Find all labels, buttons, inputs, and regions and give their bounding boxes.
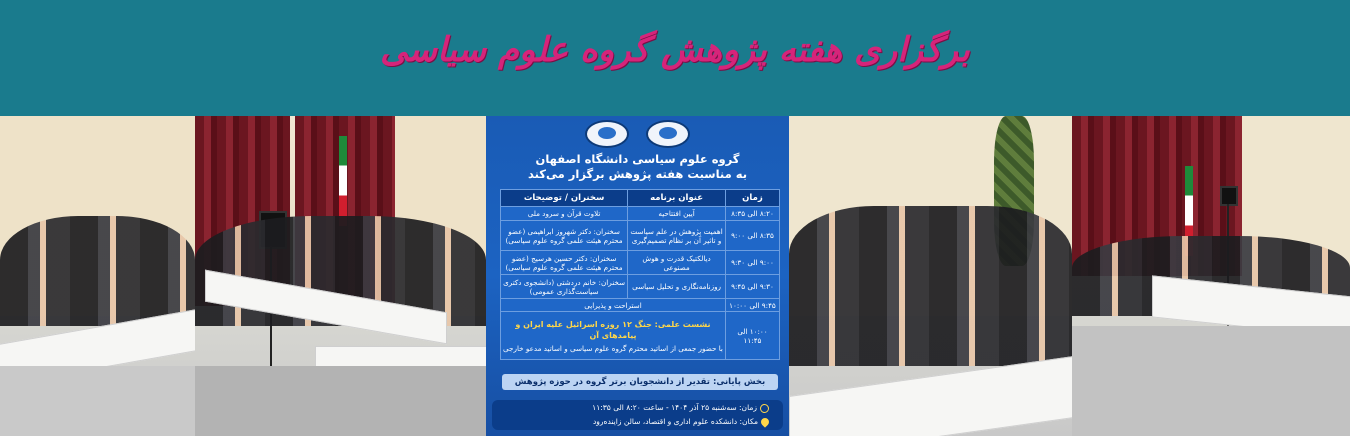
row-time: ۹:۴۵ الی ۱۰:۰۰: [725, 299, 779, 312]
poster-title-line1: گروه علوم سیاسی دانشگاه اصفهان: [535, 152, 740, 166]
poster-title: [492, 152, 783, 182]
final-section: بخش پایانی: تقدیر از دانشجویان برتر گروه در حوزه پژوهش: [502, 374, 778, 390]
footer-time: زمان: سه‌شنبه ۲۵ آذر ۱۴۰۴ - ساعت ۸:۲۰ الی ۱۱:۳۵: [592, 403, 757, 412]
footer-place-line: [492, 414, 769, 428]
speaker-note: (دانشجوی دکتری سیاست‌گذاری عمومی): [503, 277, 599, 296]
header-banner: [0, 0, 1350, 116]
row-time: ۱۰:۰۰ الی ۱۱:۴۵: [725, 312, 779, 360]
event-photo-3: [789, 116, 1072, 436]
poster-title-line2: به مناسبت هفته پژوهش برگزار می‌کند: [527, 167, 748, 181]
row-time: ۹:۳۰ الی ۹:۴۵: [725, 275, 779, 299]
page-title: برگزاری هفته پژوهش گروه علوم سیاسی: [380, 30, 970, 70]
row-topic: روزنامه‌نگاری و تحلیل سیاسی: [628, 275, 726, 299]
panel-note: با حضور جمعی از اساتید محترم گروه علوم سیاسی و اساتید مدعو خارجی: [503, 343, 723, 353]
poster-footer: [492, 400, 783, 430]
row-time: ۹:۰۰ الی ۹:۳۰: [725, 251, 779, 275]
location-pin-icon: [759, 416, 770, 427]
row-speaker: [501, 251, 628, 275]
footer-place: مکان: دانشکده علوم اداری و اقتصاد، سالن زاینده‌رود: [592, 417, 758, 426]
department-logo-icon: [646, 120, 690, 148]
row-time: ۸:۳۵ الی ۹:۰۰: [725, 221, 779, 251]
speaker-name: سخنران: دکتر شهروز ابراهیمی: [527, 226, 620, 236]
table-row: [501, 221, 780, 251]
table-row: [501, 275, 780, 299]
table-row: [501, 299, 780, 312]
row-speaker: [501, 221, 628, 251]
row-speaker: [501, 275, 628, 299]
header-topic: عنوان برنامه: [628, 190, 726, 207]
schedule-table: [500, 189, 780, 360]
speaker-note: (عضو محترم هیئت علمی گروه علوم سیاسی): [505, 226, 623, 245]
poster-logos: [486, 120, 789, 148]
row-topic: دیالکتیک قدرت و هوش مصنوعی: [628, 251, 726, 275]
table-row: [501, 251, 780, 275]
university-logo-icon: [585, 120, 629, 148]
panel-cell: [501, 312, 726, 360]
row-time: ۸:۲۰ الی ۸:۳۵: [725, 207, 779, 221]
break-cell: استراحت و پذیرایی: [501, 299, 726, 312]
header-speaker: سخنران / توضیحات: [501, 190, 628, 207]
event-photo-1: [0, 116, 195, 436]
table-row: [501, 207, 780, 221]
event-photo-4: [1072, 116, 1350, 436]
speaker-note: (عضو محترم هیئت علمی گروه علوم سیاسی): [505, 253, 623, 272]
row-speaker: تلاوت قرآن و سرود ملی: [501, 207, 628, 221]
panel-title: نشست علمی: جنگ ۱۲ روزه اسرائیل علیه ایران و پیامدهای آن: [515, 319, 711, 340]
clock-icon: [760, 404, 769, 413]
schedule-header-row: [501, 190, 780, 207]
event-photo-2: [195, 116, 486, 436]
header-time: زمان: [725, 190, 779, 207]
speaker-name: سخنران: دکتر حسین هرسیج: [531, 253, 617, 263]
footer-time-line: [492, 400, 769, 414]
row-topic: آیین افتتاحیه: [628, 207, 726, 221]
speaker-name: سخنران: خانم دردشتی: [556, 277, 626, 287]
table-row: [501, 312, 780, 360]
row-topic: اهمیت پژوهش در علم سیاست و تاثیر آن بر نظام تصمیم‌گیری: [628, 221, 726, 251]
event-poster: [486, 116, 789, 436]
